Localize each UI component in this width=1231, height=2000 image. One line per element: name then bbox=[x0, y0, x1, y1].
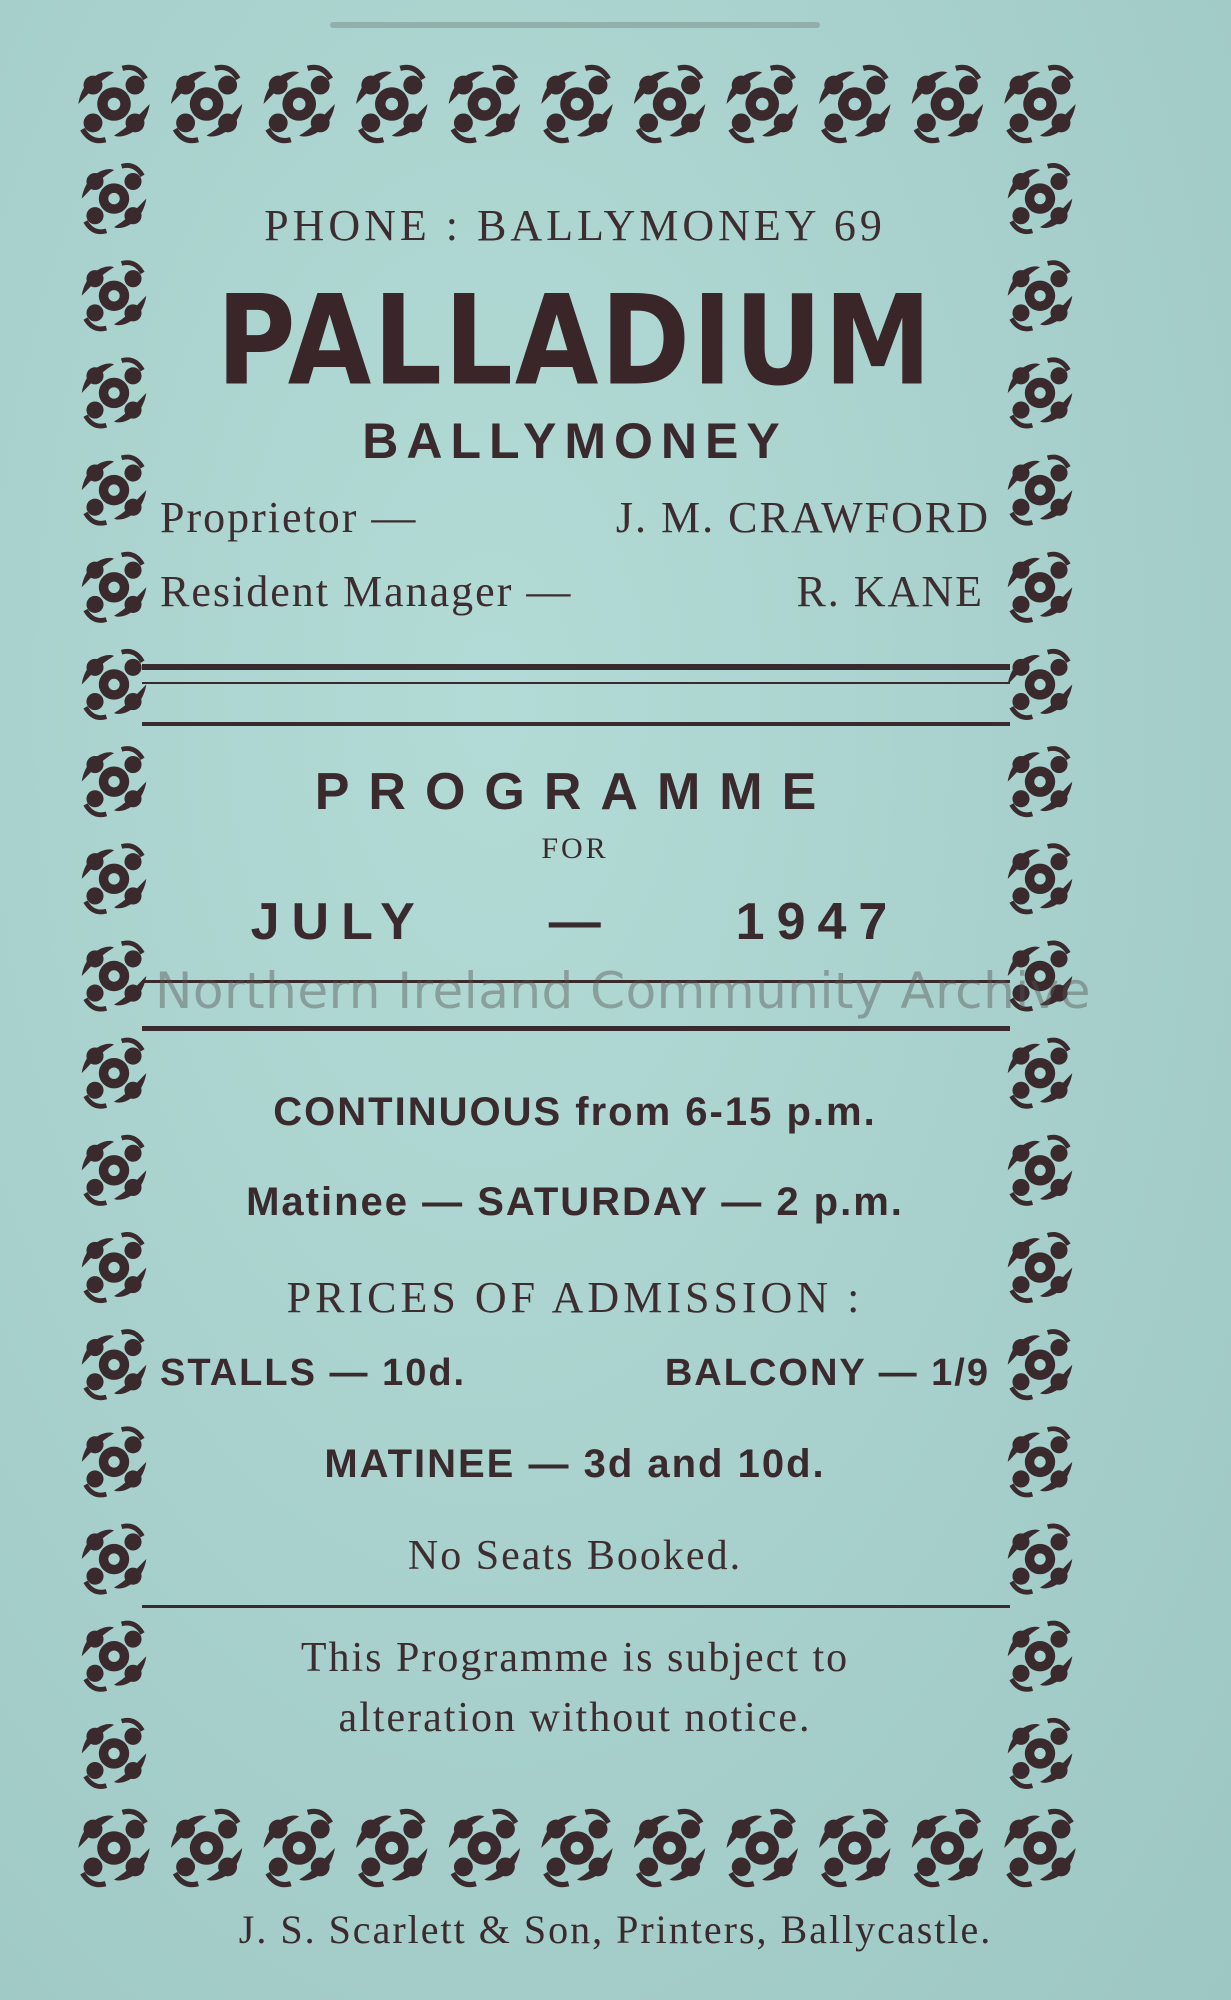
ornament-motif bbox=[819, 1811, 890, 1884]
ornament-motif bbox=[1008, 1526, 1073, 1592]
manager-line bbox=[160, 566, 990, 617]
ornament-motif bbox=[1004, 1811, 1075, 1884]
programme-year: 1947 bbox=[735, 893, 900, 951]
ornament-motif bbox=[634, 1811, 705, 1884]
ornament-motif bbox=[356, 67, 427, 140]
ornament-motif bbox=[1008, 457, 1073, 523]
printer-credit: J. S. Scarlett & Son, Printers, Ballycastle. bbox=[238, 1907, 993, 1952]
alteration-notice bbox=[160, 1628, 990, 1748]
ornament-motif bbox=[82, 360, 147, 426]
paper-crease bbox=[330, 22, 820, 28]
ornament-motif bbox=[541, 67, 612, 140]
ornament-motif bbox=[82, 1623, 147, 1689]
programme-title: PROGRAMME bbox=[314, 763, 836, 821]
continuous-times: CONTINUOUS from 6-15 p.m. bbox=[273, 1090, 877, 1134]
proprietor-label: Proprietor — bbox=[160, 493, 418, 542]
ornament-motif bbox=[541, 1811, 612, 1884]
divider-rule bbox=[142, 682, 1010, 684]
ornament-motif bbox=[1004, 67, 1075, 140]
ornament-motif bbox=[1008, 749, 1073, 815]
ornament-motif bbox=[356, 1811, 427, 1884]
cinema-town: BALLYMONEY bbox=[362, 413, 788, 469]
ornament-motif bbox=[1008, 1429, 1073, 1495]
ornament-motif bbox=[634, 67, 705, 140]
ornament-motif bbox=[1008, 360, 1073, 426]
programme-date bbox=[160, 892, 990, 952]
ornament-motif bbox=[82, 1234, 147, 1300]
ornament-motif bbox=[82, 554, 147, 620]
ornament-motif bbox=[727, 1811, 798, 1884]
ornament-motif bbox=[1008, 1332, 1073, 1398]
ornament-motif bbox=[82, 1040, 147, 1106]
ornament-motif bbox=[1008, 846, 1073, 912]
ornament-motif bbox=[1008, 1623, 1073, 1689]
ornament-motif bbox=[819, 67, 890, 140]
ornament-motif bbox=[82, 651, 147, 717]
prices-heading: PRICES OF ADMISSION : bbox=[286, 1273, 864, 1322]
notice-line: alteration without notice. bbox=[338, 1695, 812, 1741]
ornament-motif bbox=[82, 749, 147, 815]
notice-line: This Programme is subject to bbox=[300, 1635, 850, 1681]
ornament-motif bbox=[264, 1811, 335, 1884]
ornament-motif bbox=[1008, 263, 1073, 329]
programme-for: FOR bbox=[541, 832, 609, 865]
matinee-prices: MATINEE — 3d and 10d. bbox=[324, 1442, 826, 1486]
ornament-motif bbox=[82, 263, 147, 329]
manager-name: R. KANE bbox=[796, 567, 984, 616]
ornament-motif bbox=[171, 1811, 242, 1884]
archive-watermark: Northern Ireland Community Archive bbox=[154, 962, 1092, 1020]
phone-number: PHONE : BALLYMONEY 69 bbox=[264, 201, 886, 250]
ornament-motif bbox=[912, 67, 983, 140]
divider-rule bbox=[142, 664, 1010, 670]
ornament-motif bbox=[1008, 1720, 1073, 1786]
ornament-motif bbox=[449, 1811, 520, 1884]
ornament-motif bbox=[82, 1720, 147, 1786]
ornament-motif bbox=[82, 846, 147, 912]
seat-prices bbox=[160, 1352, 990, 1395]
ornament-motif bbox=[82, 457, 147, 523]
divider-rule bbox=[142, 722, 1010, 726]
programme-month: JULY bbox=[250, 893, 426, 951]
matinee-time: Matinee — SATURDAY — 2 p.m. bbox=[246, 1180, 904, 1224]
ornament-motif bbox=[1008, 165, 1073, 231]
stalls-price: STALLS — 10d. bbox=[160, 1352, 467, 1394]
ornament-motif bbox=[82, 1429, 147, 1495]
ornament-motif bbox=[1008, 1137, 1073, 1203]
manager-label: Resident Manager — bbox=[160, 567, 573, 616]
ornament-motif bbox=[1008, 1040, 1073, 1106]
divider-rule bbox=[142, 1026, 1010, 1031]
ornament-motif bbox=[912, 1811, 983, 1884]
ornament-motif bbox=[82, 1137, 147, 1203]
divider-rule bbox=[142, 1605, 1010, 1608]
ornament-motif bbox=[78, 67, 149, 140]
ornament-motif bbox=[1008, 1234, 1073, 1300]
ornament-motif bbox=[1008, 651, 1073, 717]
ornament-motif bbox=[449, 67, 520, 140]
ornament-motif bbox=[82, 1332, 147, 1398]
cinema-name: PALLADIUM bbox=[216, 269, 934, 414]
programme-dash: — bbox=[548, 893, 613, 951]
ornament-motif bbox=[727, 67, 798, 140]
ornament-motif bbox=[1008, 554, 1073, 620]
ornament-motif bbox=[82, 165, 147, 231]
ornament-motif bbox=[82, 1526, 147, 1592]
proprietor-line bbox=[160, 492, 990, 543]
balcony-price: BALCONY — 1/9 bbox=[664, 1352, 990, 1394]
ornament-motif bbox=[78, 1811, 149, 1884]
ornament-motif bbox=[171, 67, 242, 140]
ornament-motif bbox=[264, 67, 335, 140]
proprietor-name: J. M. CRAWFORD bbox=[615, 493, 990, 542]
no-seats-notice: No Seats Booked. bbox=[407, 1533, 743, 1579]
